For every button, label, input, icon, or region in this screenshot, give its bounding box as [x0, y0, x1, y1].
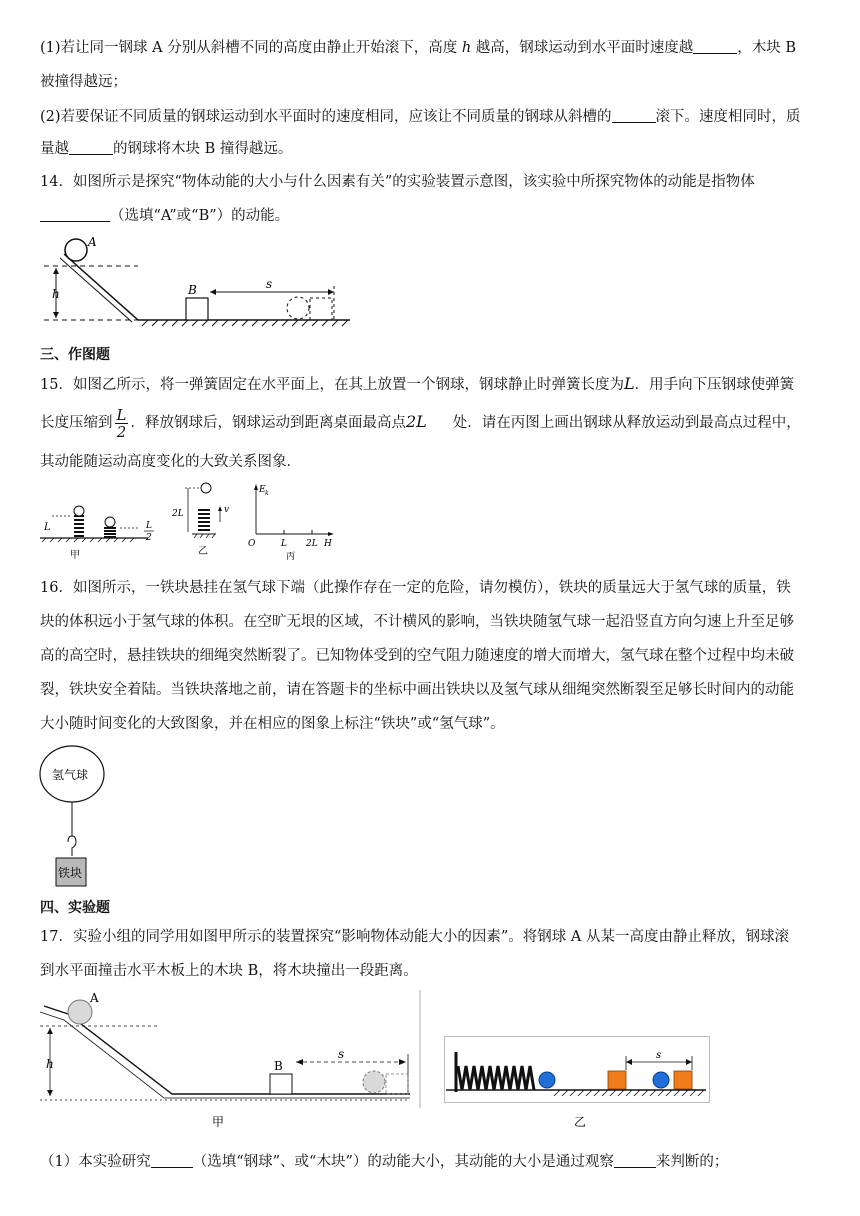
caption-yi: 乙: [574, 1115, 587, 1129]
q14-text-line2: （选填“A”或“B”）的动能。: [40, 206, 830, 226]
label-b: B: [274, 1059, 283, 1073]
q13-part2-line1: (2)若要保证不同质量的钢球运动到水平面时的速度相同，应该让不同质量的钢球从斜槽的 滚下。速度相同时，质: [40, 109, 801, 125]
answer-blank[interactable]: [40, 207, 110, 222]
answer-blank[interactable]: [151, 1153, 193, 1168]
ramp-front: [64, 254, 138, 320]
orange-block-2: [674, 1071, 692, 1089]
caption-jia: 甲: [212, 1115, 225, 1129]
iron-label: 铁块: [58, 866, 83, 880]
balloon-label: 氢气球: [52, 768, 89, 782]
q15-line2: 长度压缩到 $\frac{L}{2}$ ．释放钢球后，钢球运动到距离桌面最高点2L 处．请在丙图上画出钢球从释放运动到最高点过程中，: [40, 405, 801, 441]
q16-line2: 块的体积远小于氢气球的体积。在空旷无垠的区域，不计横风的影响，当铁块随氢气球一起沿竖直方向匀速上升至足够: [40, 614, 794, 630]
label-h: h: [46, 1057, 54, 1071]
ball-dashed: [287, 297, 309, 319]
label-yi-v: v: [224, 505, 230, 515]
q14-figure: [38, 236, 358, 332]
tick-label-2l: 2L: [306, 539, 318, 549]
ramp-back: [60, 258, 132, 322]
label-jia-l: L: [44, 522, 51, 533]
answer-blank[interactable]: [614, 1153, 656, 1168]
blue-ball-2: [653, 1072, 669, 1088]
label-s: s: [656, 1050, 662, 1061]
answer-blank[interactable]: [612, 108, 656, 123]
label-s: s: [338, 1047, 345, 1061]
figure-jia: [40, 506, 154, 561]
label-ek-sub: k: [265, 490, 269, 497]
q14-text-line1: 14．如图所示是探究“物体动能的大小与什么因素有关”的实验装置示意图，该实验中所探究物体的动能是指物体: [40, 174, 755, 190]
q16-figure: [38, 744, 128, 890]
q15-line3: 其动能随运动高度变化的大致关系图象．: [40, 454, 301, 470]
label-jia-l2-num: L: [146, 521, 152, 531]
q16-line3: 高的高空时，悬挂铁块的细绳突然断裂了。已知物体受到的空气阻力随速度的增大而增大，氢气球在整个过程中均未破: [40, 648, 794, 664]
q15-figure: [40, 482, 340, 564]
ground-hatching: [142, 320, 348, 326]
block-dashed: [310, 298, 332, 320]
label-a: A: [90, 991, 99, 1005]
section-heading-drawing: 三、作图题: [40, 347, 110, 363]
label-h: h: [52, 287, 60, 301]
q17-line1: 17．实验小组的同学用如图甲所示的装置探究“影响物体动能大小的因素”。将钢球 A 从某一高度由静止释放，钢球滚: [40, 929, 789, 945]
caption-jia: 甲: [70, 550, 80, 561]
q13-part2-line2: 量越 的钢球将木块 B 撞得越远。: [40, 141, 293, 157]
figure-yi: [171, 483, 229, 557]
label-yi-2l: 2L: [172, 509, 184, 519]
section-heading-experiment: 四、实验题: [40, 900, 110, 916]
orange-block-1: [608, 1071, 626, 1089]
label-b: B: [188, 283, 197, 297]
fraction-l-over-2: $\frac{L}{2}$: [116, 405, 127, 441]
hook: [68, 836, 76, 856]
answer-blank[interactable]: [693, 39, 737, 54]
q16-line5: 大小随时间变化的大致图象，并在相应的图象上标注“铁块”或“氢气球”。: [40, 716, 505, 732]
q17-part1: （1）本实验研究 （选填“钢球”、或“木块”）的动能大小，其动能的大小是通过观察 来判断的；: [40, 1154, 729, 1170]
label-a: A: [88, 236, 97, 249]
figure-bing: [248, 484, 334, 562]
label-ek: E: [259, 485, 266, 495]
q17-figure-jia: [40, 990, 426, 1130]
block-b: [270, 1074, 292, 1094]
blue-ball-1: [539, 1072, 555, 1088]
block-dashed: [386, 1074, 408, 1094]
q16-line1: 16．如图所示，一铁块悬挂在氢气球下端（此操作存在一定的危险，请勿模仿），铁块的质量远大于氢气球的质量，铁: [40, 580, 791, 596]
ramp-inner: [40, 1012, 410, 1098]
q16-line4: 裂，铁块安全着陆。当铁块落地之前，请在答题卡的坐标中画出铁块以及氢气球从细绳突然断裂至足够长时间内的动能: [40, 682, 794, 698]
ball-a: [65, 239, 87, 261]
answer-blank[interactable]: [69, 140, 113, 155]
q17-line2: 到水平面撞击水平木板上的木块 B，将木块撞出一段距离。: [40, 963, 418, 979]
caption-bing: 丙: [286, 552, 296, 562]
label-origin: O: [248, 539, 256, 549]
block-b: [186, 298, 208, 320]
ramp-and-floor: [44, 1006, 410, 1094]
label-h-axis: H: [324, 539, 332, 549]
q15-line1: 15．如图乙所示，将一弹簧固定在水平面上，在其上放置一个钢球，钢球静止时弹簧长度为L．用手向下压钢球使弹簧: [40, 374, 795, 393]
ball-final: [363, 1071, 385, 1093]
caption-yi: 乙: [198, 546, 208, 557]
q13-part1-line1: (1)若让同一钢球 A 分别从斜槽不同的高度由静止开始滚下，高度 h 越高，钢球运动到水平面时速度越 ，木块 B: [40, 40, 797, 56]
tick-label-l: L: [281, 539, 287, 549]
q13-part1-line2: 被撞得越远；: [40, 74, 127, 90]
label-jia-l2-den: 2: [146, 533, 152, 543]
label-s: s: [266, 277, 273, 291]
ball-a: [68, 1000, 92, 1024]
q17-figure-yi: [444, 1036, 712, 1132]
